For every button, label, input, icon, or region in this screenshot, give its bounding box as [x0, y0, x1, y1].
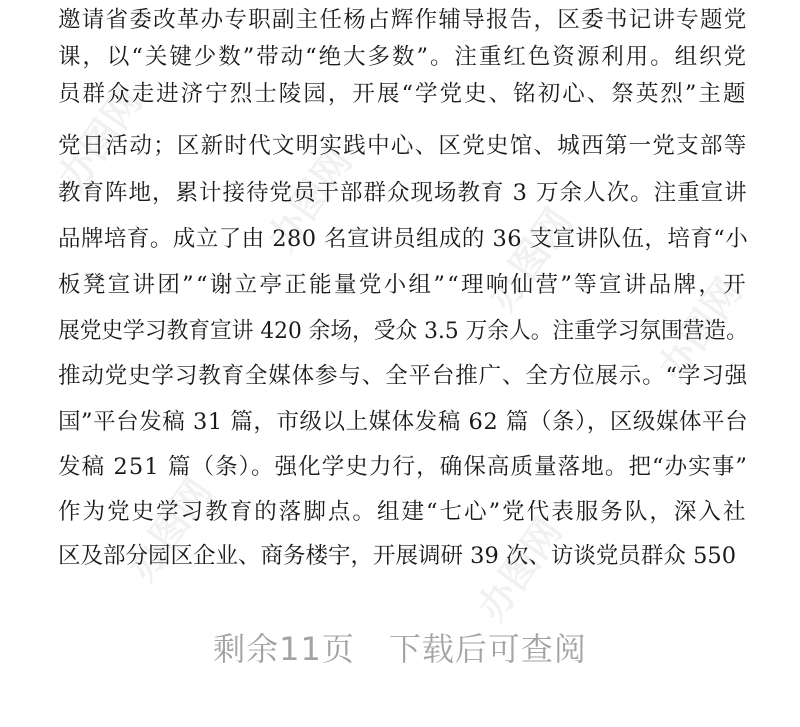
text-line: 作为党史学习教育的落脚点。组建“七心”党代表服务队，深入社 [58, 499, 748, 525]
text-line: 板凳宣讲团”“谢立亭正能量党小组”“理响仙营”等宣讲品牌，开 [58, 272, 749, 298]
remaining-pages-banner[interactable] [0, 624, 800, 674]
watermark: 办图网 [649, 270, 751, 389]
text-line: 课，以“关键少数”带动“绝大多数”。注重红色资源利用。组织党 [58, 44, 749, 70]
text-line: 推动党史学习教育全媒体参与、全平台推广、全方位展示。“学习强 [58, 363, 749, 389]
text-line: 展党史学习教育宣讲 420 余场，受众 3.5 万余人。注重学习氛围营造。 [58, 318, 748, 344]
watermark: 办图网 [479, 200, 581, 319]
text-line: 教育阵地，累计接待党员干部群众现场教育 3 万余人次。注重宣讲 [58, 180, 748, 206]
remaining-pages-label: 剩余11页 [213, 630, 355, 668]
text-line: 品牌培育。成立了由 280 名宣讲员组成的 36 支宣讲队伍，培育“小 [58, 226, 749, 252]
text-line: 党日活动；区新时代文明实践中心、区党史馆、城西第一党支部等 [58, 133, 748, 159]
text-line: 区及部分园区企业、商务楼宇，开展调研 39 次、访谈党员群众 550 [58, 543, 737, 569]
download-hint-label: 下载后可查阅 [388, 630, 587, 668]
text-line: 邀请省委改革办专职副主任杨占辉作辅导报告，区委书记讲专题党 [58, 7, 748, 33]
text-line: 发稿 251 篇（条）。强化学史力行，确保高质量落地。把“办实事” [58, 454, 749, 480]
watermark: 办图网 [119, 470, 221, 589]
text-line: 国”平台发稿 31 篇，市级以上媒体发稿 62 篇（条），区级媒体平台 [58, 409, 749, 435]
text-line: 员群众走进济宁烈士陵园，开展“学党史、铭初心、祭英烈”主题 [58, 81, 748, 107]
watermark: 办图网 [469, 510, 571, 629]
watermark: 办图网 [49, 80, 151, 199]
watermark: 办图网 [259, 140, 361, 259]
